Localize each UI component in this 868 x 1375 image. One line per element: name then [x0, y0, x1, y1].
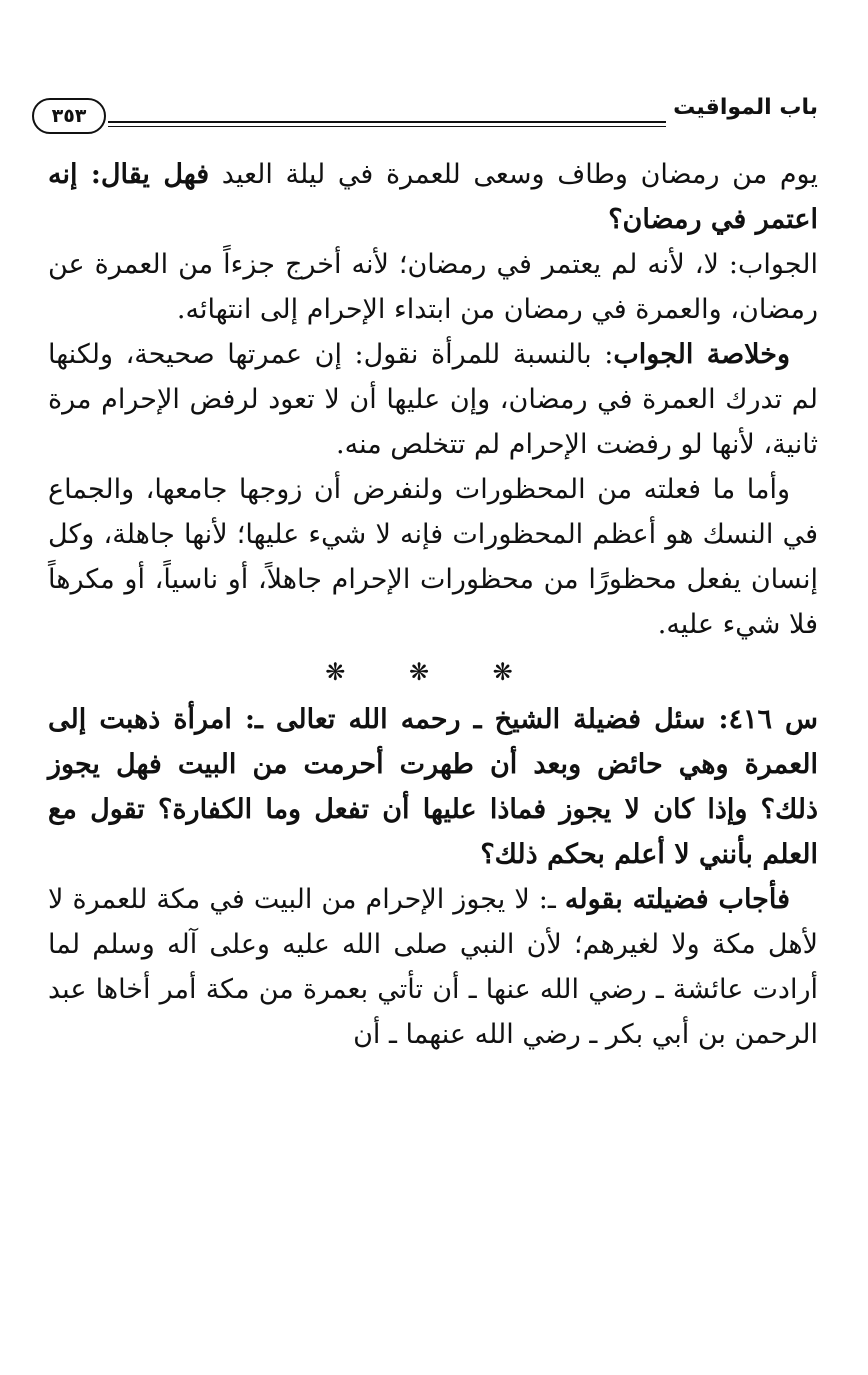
header-rule-thin: [108, 126, 666, 127]
answer-416-text: ـ: لا يجوز الإحرام من البيت في مكة للعمرة لا لأهل مكة ولا لغيرهم؛ لأن النبي صلى الله عليه وعلى آله وسلم لما أرادت عائشة ـ رضي الله عنها ـ أن تأتي بعمرة من مكة أمر أخاها عبد الرحمن بن أبي بكر ـ رضي الله عنهما ـ أن: [48, 884, 818, 1050]
answer-416-heading: فأجاب فضيلته بقوله: [564, 884, 791, 915]
question-416: س ٤١٦: سئل فضيلة الشيخ ـ رحمه الله تعالى ـ: امرأة ذهبت إلى العمرة وهي حائض وبعد أن طهرت أحرمت من البيت فهل يجوز ذلك؟ وإذا كان لا يجوز فماذا عليها أن تفعل وما الكفارة؟ تقول مع العلم بأنني لا أعلم بحكم ذلك؟: [48, 704, 819, 870]
paragraph-prohibitions: وأما ما فعلته من المحظورات ولنفرض أن زوجها جامعها، والجماع في النسك هو أعظم المحظورات فإنه لا شيء عليها؛ لأنها جاهلة، وكل إنسان يفعل محظورًا من محظورات الإحرام جاهلاً، أو ناسياً، أو مكرهاً فلا شيء عليه.: [48, 474, 818, 640]
paragraph-answer: الجواب: لا، لأنه لم يعتمر في رمضان؛ لأنه أخرج جزءاً من العمرة عن رمضان، والعمرة في رمضان من ابتداء الإحرام إلى انتهائه.: [48, 249, 818, 325]
answer-416: [48, 877, 818, 1057]
chapter-title: باب المواقيت: [673, 95, 818, 120]
page-number: ٣٥٣: [32, 98, 106, 134]
section-separator: ❋ ❋ ❋: [325, 658, 541, 686]
page-body: [48, 152, 818, 1057]
paragraph-summary: [48, 332, 818, 467]
summary-text: : بالنسبة للمرأة نقول: إن عمرتها صحيحة، ولكنها لم تدرك العمرة في رمضان، وإن عليها أن لا تعود لرفض الإحرام مرة ثانية، لأنها لو رفضت الإحرام لم تتخلص منه.: [48, 339, 818, 460]
summary-heading: وخلاصة الجواب: [613, 339, 790, 370]
page-header: [28, 88, 818, 138]
paragraph-1: [48, 152, 818, 242]
header-rule: [108, 121, 666, 123]
paragraph-1-question: فهل يقال: إنه اعتمر في رمضان؟: [48, 159, 818, 235]
paragraph-1-text: يوم من رمضان وطاف وسعى للعمرة في ليلة العيد: [209, 159, 819, 190]
